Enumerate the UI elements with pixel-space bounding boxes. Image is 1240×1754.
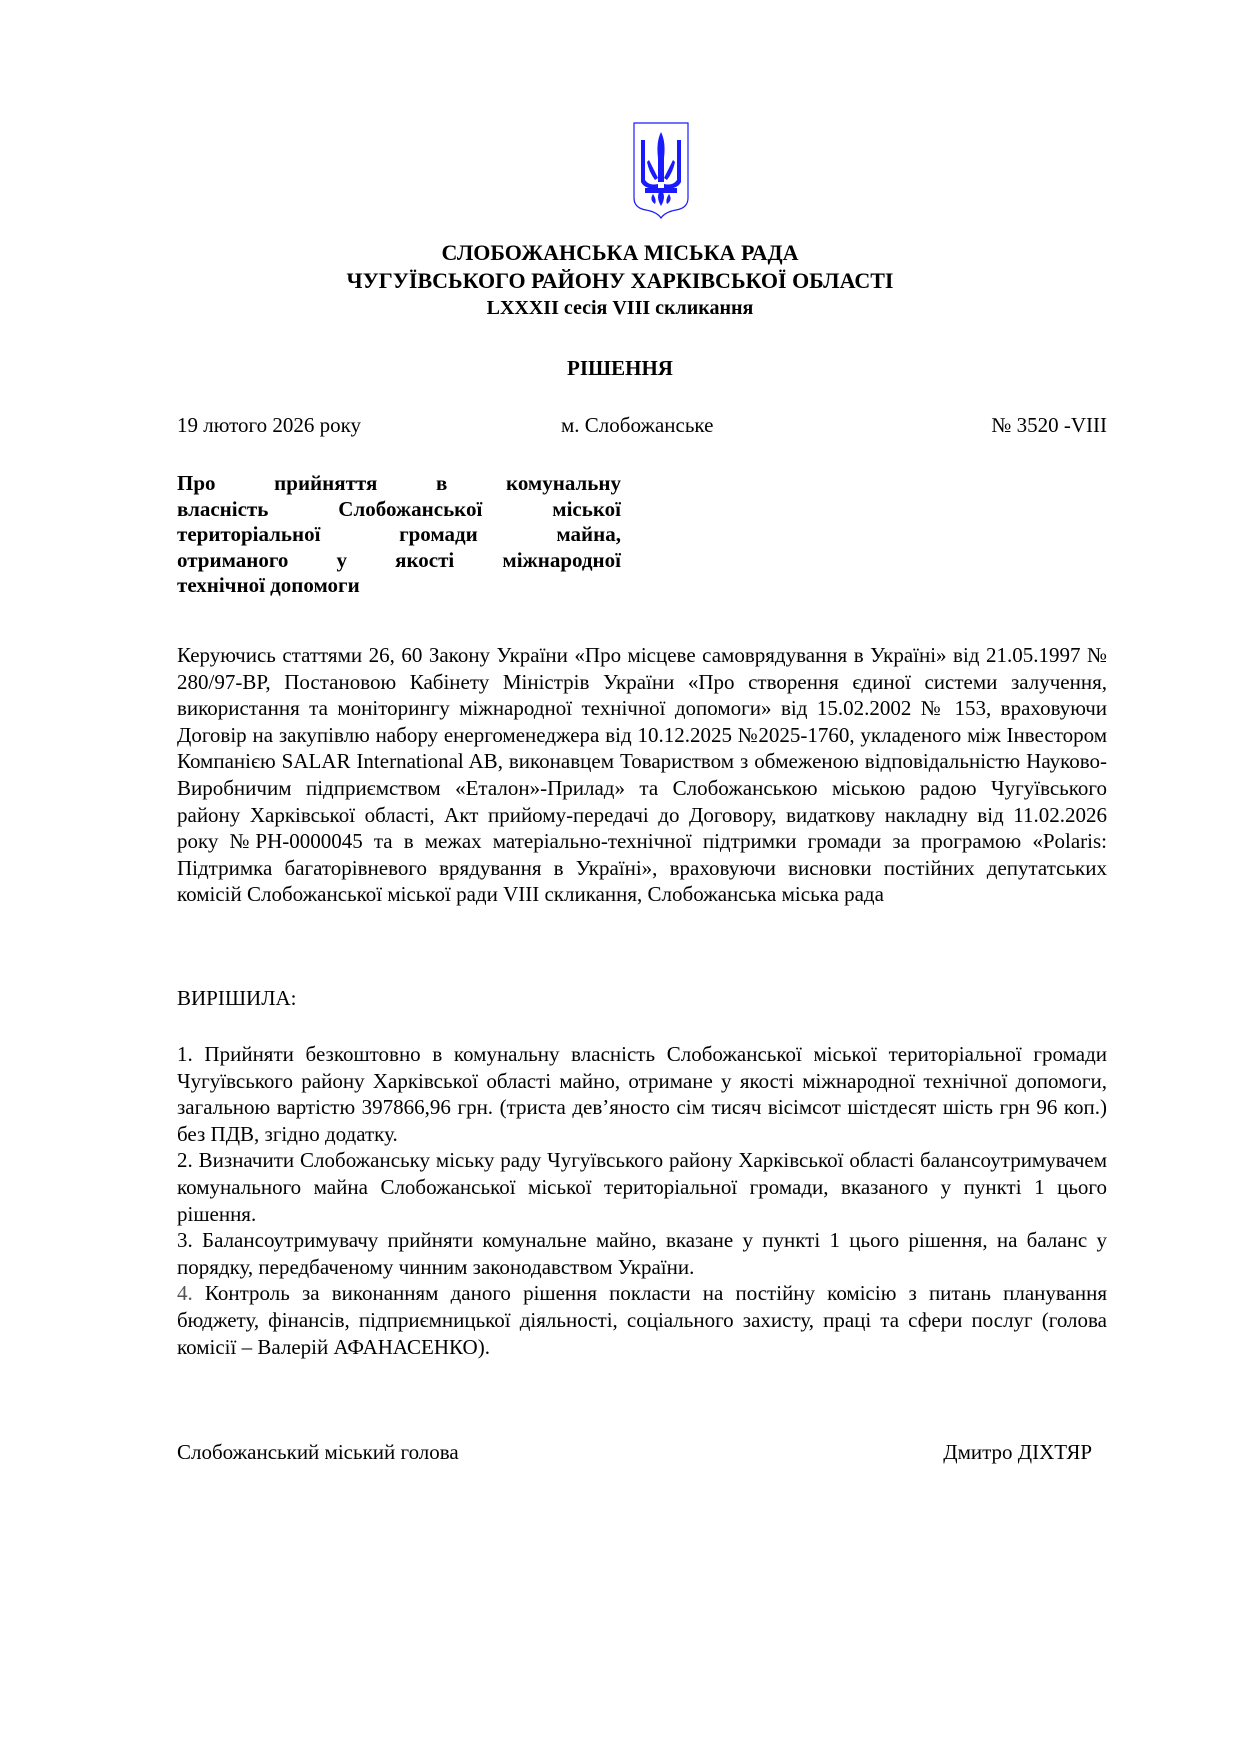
session-info: LXXXII сесія VIII скликання [486,297,754,319]
subject-line: територіальної громади майна, [177,522,621,546]
subject-line: власність Слобожанської міської [177,496,621,521]
signatory-position: Слобожанський міський голова [177,1440,459,1464]
document-place: м. Слобожанське [561,413,714,437]
preamble-paragraph: Керуючись статтями 26, 60 Закону України «Про місцеве самоврядування в Україні» від 21.05.1997 № 280/97-ВР, Постановою Кабінету Міністрів України «Про створення єдиної системи залучення, використання та моніторингу міжнародної технічної допомоги» від 15.02.2002 № 153, враховуючи Договір на закупівлю набору енергоменеджера від 10.12.2025 №2025-1760, укладеного між Інвестором Компанією SALAR International AB, виконавцем Товариством з обмеженою відповідальністю Науково-Виробничим підприємством «Еталон»-Прилад» та Слобожанською міською радою Чугуївського району Харківської області, Акт прийому-передачі до Договору, видаткову накладну від 11.02.2026 року №РН-0000045 та в межах матеріально-технічної підтримки громади за програмою «Polaris: Підтримка багаторівневого врядування в Україні», враховуючи висновки постійних депутатських комісій Слобожанської міської ради VIII скликання, Слобожанська міська рада [177,643,1107,907]
decided-label: ВИРІШИЛА: [177,986,297,1010]
subject-line: Про прийняття в комунальну [177,471,621,495]
decision-item [177,1227,1107,1280]
decision-item [177,1147,1107,1227]
signatory-name: Дмитро ДІХТЯР [943,1440,1092,1464]
item-number: 2. [177,1148,193,1173]
decision-item [177,1280,1107,1360]
decision-items [177,1041,1107,1360]
decision-item [177,1041,1107,1147]
council-region: ЧУГУЇВСЬКОГО РАЙОНУ ХАРКІВСЬКОЇ ОБЛАСТІ [346,268,894,293]
coat-of-arms-icon [631,120,691,220]
council-name: СЛОБОЖАНСЬКА МІСЬКА РАДА [441,240,799,265]
document-type-title: РІШЕННЯ [567,356,673,380]
subject-line: технічної допомоги [177,573,360,597]
item-text: Контроль за виконанням даного рішення покласти на постійну комісію з питань планування бюджету, фінансів, підприємницької діяльності, соціального захисту, праці та сфери послуг (голова комісії – Валерій АФАНАСЕНКО). [177,1281,1108,1359]
item-number: 3. [177,1228,193,1253]
item-number: 1. [177,1042,193,1066]
document-number: № 3520 -VIII [991,413,1107,437]
item-number: 4. [177,1281,193,1306]
document-date: 19 лютого 2026 року [177,413,362,437]
decision-subject [177,471,621,599]
item-text: Прийняти безкоштовно в комунальну власність Слобожанської міської територіальної громади Чугуївського району Харківської області майно, отримане у якості міжнародної технічної допомоги, загальною вартістю 397866,96 грн. (триста дев’яносто сім тисяч вісімсот шістдесят шість грн 96 коп.) без ПДВ, згідно додатку. [177,1042,1107,1146]
subject-line: отриманого у якості міжнародної [177,547,621,572]
item-text: Визначити Слобожанську міську раду Чугуївського району Харківської області балансоутримувачем комунального майна Слобожанської міської територіальної громади, вказаного у пункті 1 цього рішення. [177,1148,1108,1226]
item-text: Балансоутримувачу прийняти комунальне майно, вказане у пункті 1 цього рішення, на баланс у порядку, передбаченому чинним законодавством України. [177,1228,1107,1279]
